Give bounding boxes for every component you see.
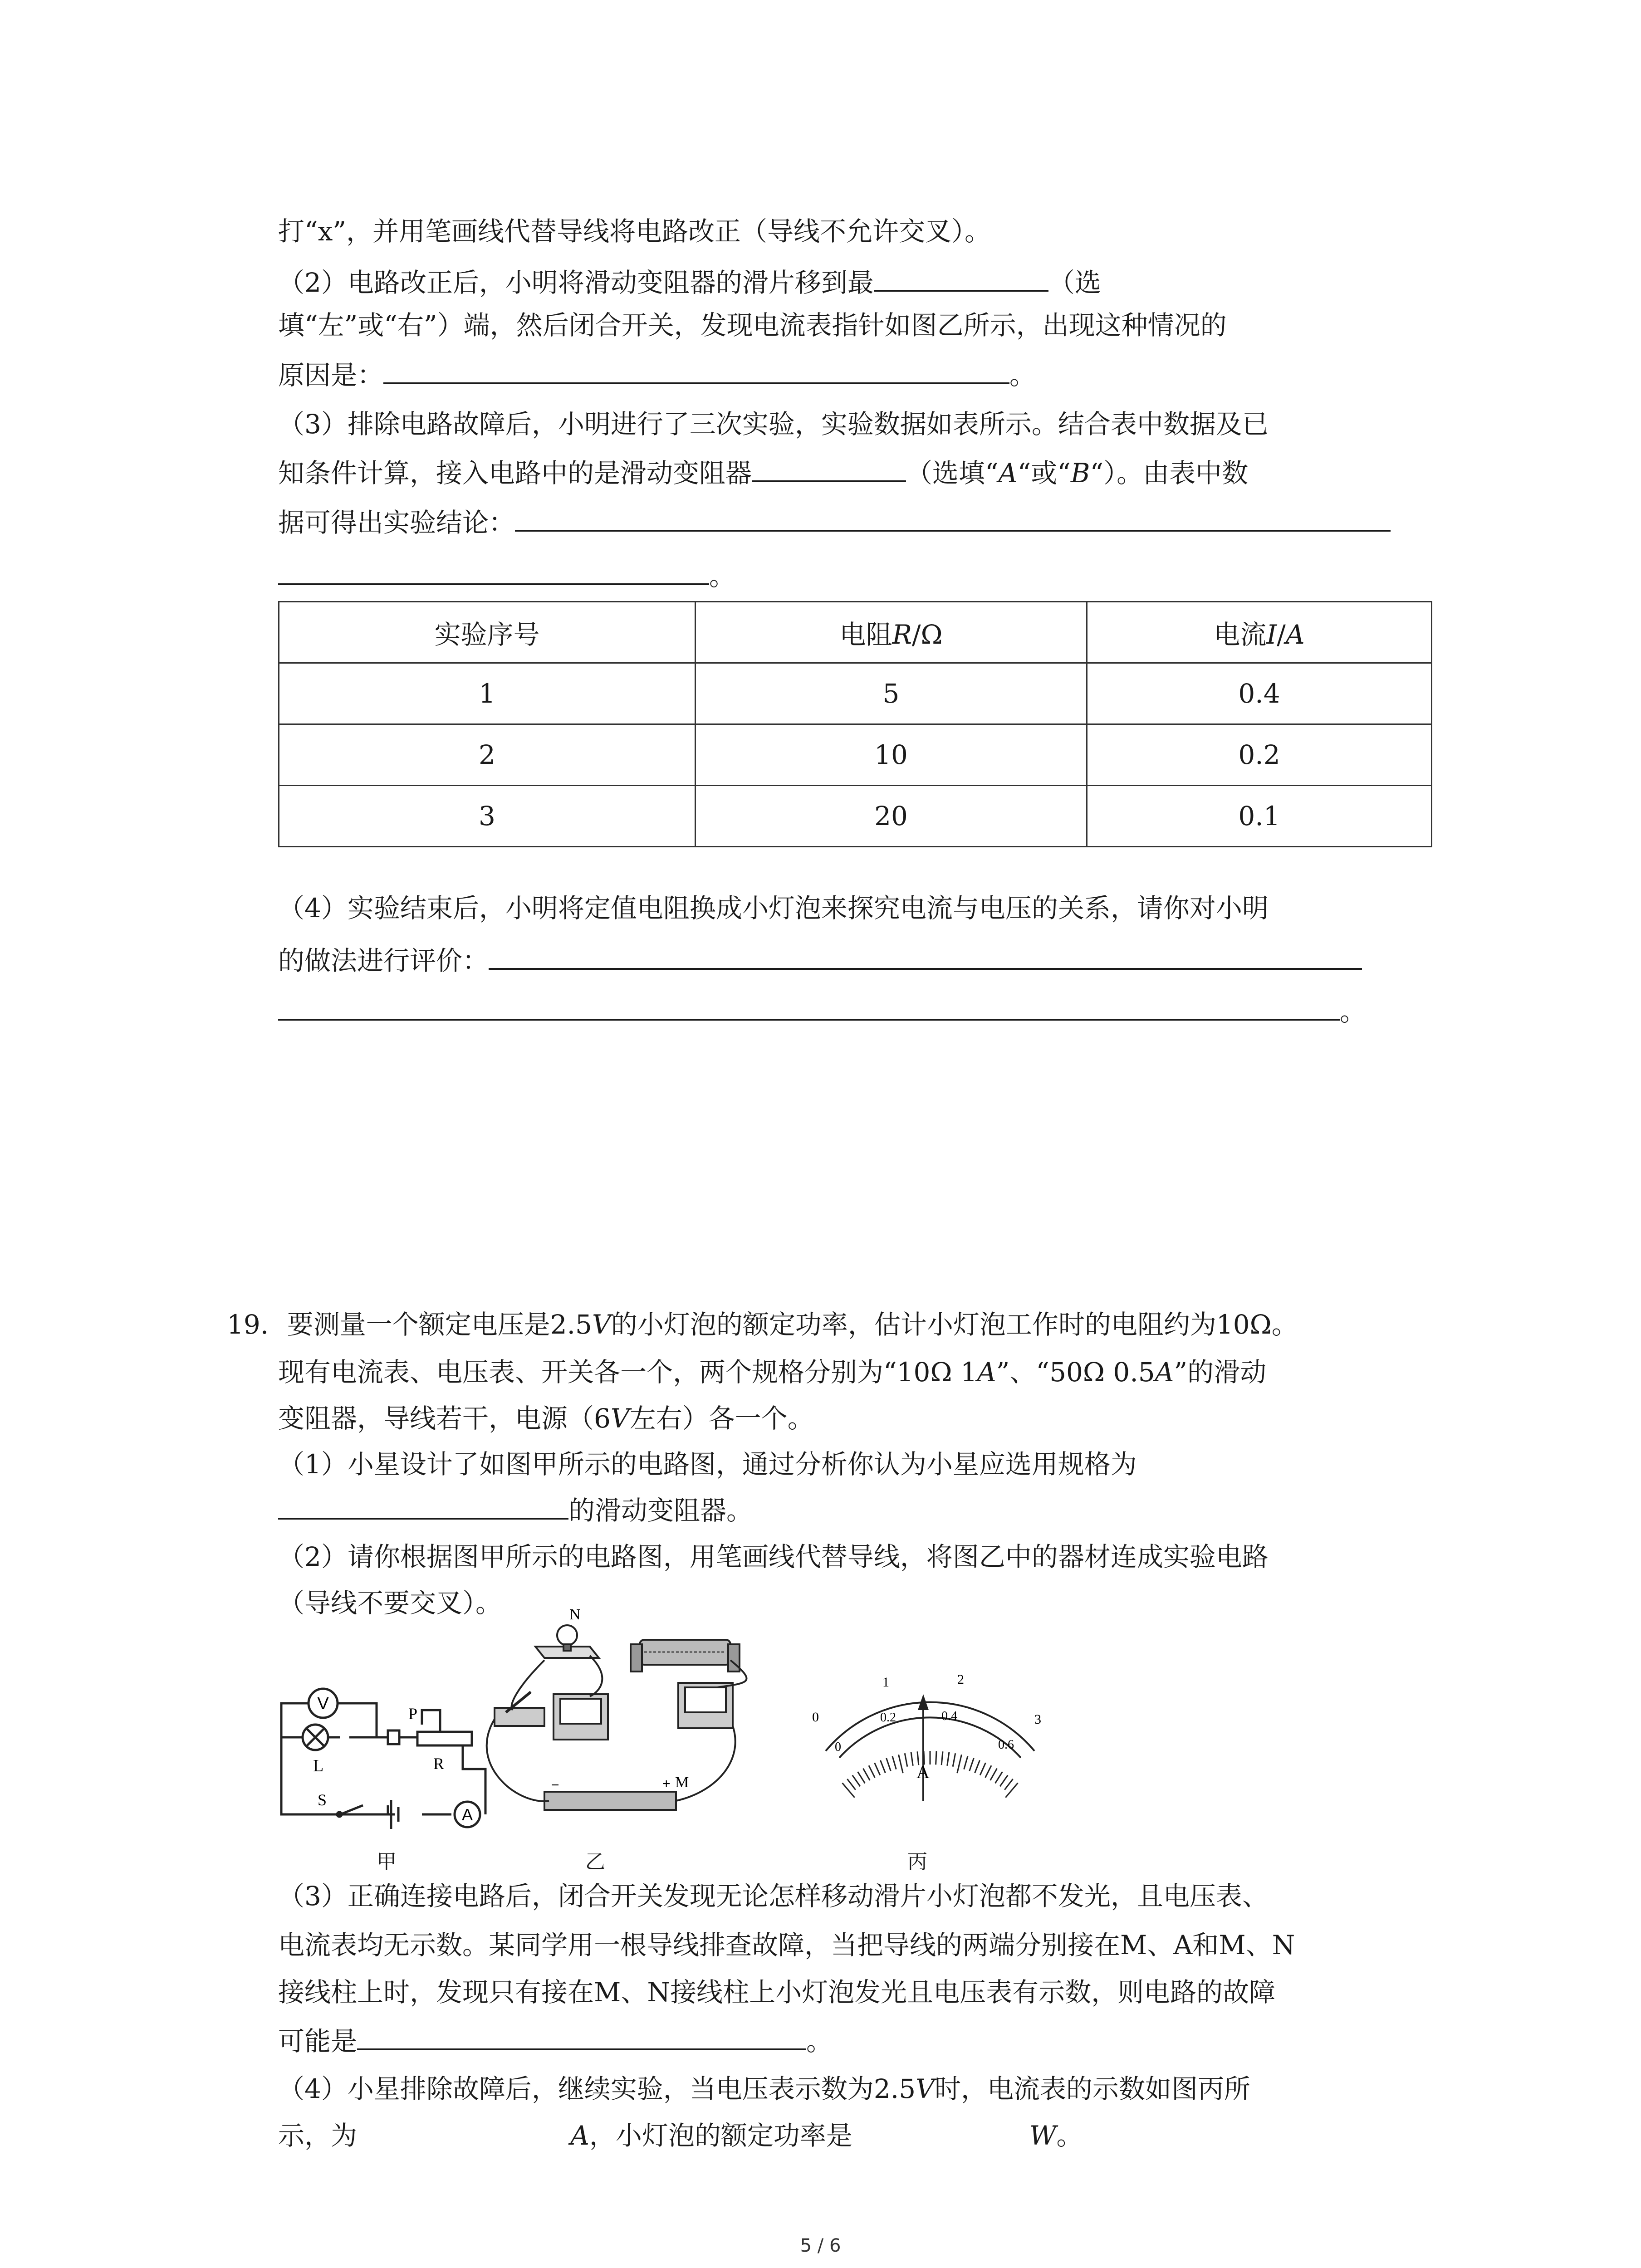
q18-part2-blank1[interactable]: [874, 264, 1048, 292]
figure-label-bing: 丙: [907, 1850, 927, 1873]
dial-tick: [892, 1756, 896, 1769]
ammeter-label: A: [461, 1805, 473, 1824]
q18-part2-blank2[interactable]: [383, 357, 1009, 384]
q18-part3-line1: （3）排除电路故障后，小明进行了三次实验，实验数据如表所示。结合表中数据及已: [278, 409, 1269, 440]
q18-part3-line4: 。: [278, 558, 735, 594]
table-cell: 0.1: [1087, 786, 1432, 847]
table-cell: 2: [279, 724, 696, 786]
table-cell: 3: [279, 786, 696, 847]
dial-tick: [875, 1763, 880, 1775]
q19-part4-line2: 示，为 A，小灯泡的额定功率是 W。: [278, 2120, 1083, 2151]
dial-tick: [980, 1763, 985, 1775]
table-cell: 0.4: [1087, 663, 1432, 724]
inner-tick-label: 0.6: [998, 1738, 1014, 1752]
dial-tick: [1000, 1775, 1008, 1787]
table-cell: 0.2: [1087, 724, 1432, 786]
data-table: [278, 601, 1432, 847]
voltmeter-label: V: [317, 1694, 329, 1713]
q18-part4-line3: 。: [278, 993, 1366, 1030]
q18-part3-blank3[interactable]: [278, 558, 709, 585]
q18-part3-blank2[interactable]: [515, 504, 1391, 532]
outer-tick-label: 3: [1034, 1712, 1041, 1727]
table-cell: 5: [696, 663, 1087, 724]
q19-part3-blank[interactable]: [357, 2023, 806, 2050]
ammeter-dial-bing: [808, 1656, 1053, 1805]
rheostat-label: R: [433, 1755, 445, 1773]
dial-tick: [847, 1779, 855, 1790]
q18-part4-blank2[interactable]: [278, 993, 1340, 1021]
dial-tick: [887, 1758, 891, 1771]
q18-part4-line2: 的做法进行评价：: [278, 943, 1362, 979]
dial-tick: [964, 1756, 968, 1769]
switch-label: S: [318, 1791, 327, 1809]
outer-tick-label: 1: [882, 1675, 889, 1690]
dial-tick: [985, 1765, 992, 1778]
dial-ticks: [843, 1751, 1018, 1798]
table-header-cell: 电流I/A: [1087, 602, 1432, 663]
q18-part3-line2: 知条件计算，接入电路中的是滑动变阻器 （选填“A“或“B“）。由表中数: [278, 455, 1248, 491]
q19-part3-line3: 接线柱上时，发现只有接在M、N接线柱上小灯泡发光且电压表有示数，则电路的故障: [278, 1977, 1276, 2008]
table-row: [279, 724, 1432, 786]
inner-tick-label: 0.2: [880, 1711, 896, 1725]
q19-part3-line2: 电流表均无示数。某同学用一根导线排查故障，当把导线的两端分别接在M、A和M、N: [278, 1930, 1295, 1960]
table-cell: 10: [696, 724, 1087, 786]
battery-device: [544, 1792, 676, 1810]
figure-label-yi: 乙: [585, 1850, 605, 1873]
outer-tick-label: 2: [957, 1672, 964, 1687]
dial-tick: [880, 1760, 885, 1773]
question-number: 19.: [227, 1309, 269, 1340]
q18-part4-blank1[interactable]: [489, 943, 1362, 970]
table-header-cell: 实验序号: [279, 602, 696, 663]
dial-tick: [975, 1760, 980, 1773]
dial-tick: [947, 1752, 949, 1766]
q19-part1-line2: 的滑动变阻器。: [278, 1492, 753, 1529]
table-header-cell: 电阻R/Ω: [696, 602, 1087, 663]
q19-line2: 现有电流表、电压表、开关各一个，两个规格分别为“10Ω 1A”、“50Ω 0.5A”的滑动: [278, 1357, 1267, 1388]
q19-part3-line4: 可能是 。: [278, 2023, 833, 2059]
page-number: 5 / 6: [800, 2235, 841, 2256]
apparatus-diagram-yi: [463, 1606, 803, 1833]
lamp-label: L: [313, 1756, 324, 1775]
table-row: [279, 663, 1432, 724]
inner-tick-label: 0: [835, 1740, 841, 1754]
q19-part1-line1: （1）小星设计了如图甲所示的电路图，通过分析你认为小星应选用规格为: [278, 1449, 1137, 1480]
q18-part4-line1: （4）实验结束后，小明将定值电阻换成小灯泡来探究电流与电压的关系，请你对小明: [278, 893, 1269, 924]
dial-tick: [869, 1765, 875, 1778]
inner-tick-label: 0.4: [941, 1709, 957, 1723]
dial-tick: [970, 1758, 974, 1771]
figure-label-jia: 甲: [377, 1850, 397, 1873]
q18-part2-line3: 原因是： 。: [278, 357, 1036, 393]
dial-tick: [995, 1772, 1003, 1783]
slider-label: P: [408, 1705, 418, 1723]
switch-device: [495, 1708, 544, 1726]
battery-minus-label: −: [551, 1778, 559, 1793]
q19-part4-line1: （4）小星排除故障后，继续实验，当电压表示数为2.5V时，电流表的示数如图丙所: [278, 2073, 1251, 2104]
dial-tick: [957, 1755, 962, 1773]
dial-tick: [905, 1753, 907, 1766]
bulb-icon: [557, 1625, 577, 1645]
outer-tick-label: 0: [812, 1710, 819, 1725]
q19-line1: 19. 要测量一个额定电压是2.5V的小灯泡的额定功率，估计小灯泡工作时的电阻约为10Ω。: [227, 1309, 1298, 1340]
q19-part2-line2: （导线不要交叉）。: [278, 1588, 502, 1618]
dial-unit-label: A: [916, 1762, 930, 1782]
q18-part3-blank1[interactable]: [752, 455, 906, 482]
q18-part2-line2: 填“左”或“右”）端，然后闭合开关，发现电流表指针如图乙所示，出现这种情况的: [278, 310, 1227, 341]
dial-tick: [990, 1769, 997, 1780]
q18-intro-line: 打“x”，并用笔画线代替导线将电路改正（导线不允许交叉）。: [278, 216, 991, 247]
dial-tick: [863, 1769, 870, 1780]
dial-tick: [852, 1775, 860, 1787]
q19-line3: 变阻器，导线若干，电源（6V左右）各一个。: [278, 1403, 814, 1434]
table-cell: 20: [696, 786, 1087, 847]
table-cell: 1: [279, 663, 696, 724]
dial-tick: [899, 1755, 903, 1773]
q18-part2-line1: （2）电路改正后，小明将滑动变阻器的滑片移到最 （选: [278, 264, 1101, 301]
dial-tick: [953, 1753, 955, 1766]
dial-tick: [857, 1772, 865, 1783]
dial-tick: [941, 1751, 943, 1765]
table-header-row: [279, 602, 1432, 663]
terminal-m-label: M: [675, 1774, 689, 1791]
q18-part3-line3: 据可得出实验结论：: [278, 504, 1391, 541]
q19-part2-line1: （2）请你根据图甲所示的电路图，用笔画线代替导线，将图乙中的器材连成实验电路: [278, 1541, 1269, 1572]
terminal-n-label: N: [569, 1606, 581, 1623]
dial-tick: [1004, 1779, 1013, 1790]
q19-part1-blank[interactable]: [278, 1492, 568, 1520]
battery-plus-label: +: [662, 1776, 671, 1791]
q19-part3-line1: （3）正确连接电路后，闭合开关发现无论怎样移动滑片小灯泡都不发光，且电压表、: [278, 1881, 1269, 1911]
dial-tick: [911, 1752, 913, 1766]
table-row: [279, 786, 1432, 847]
